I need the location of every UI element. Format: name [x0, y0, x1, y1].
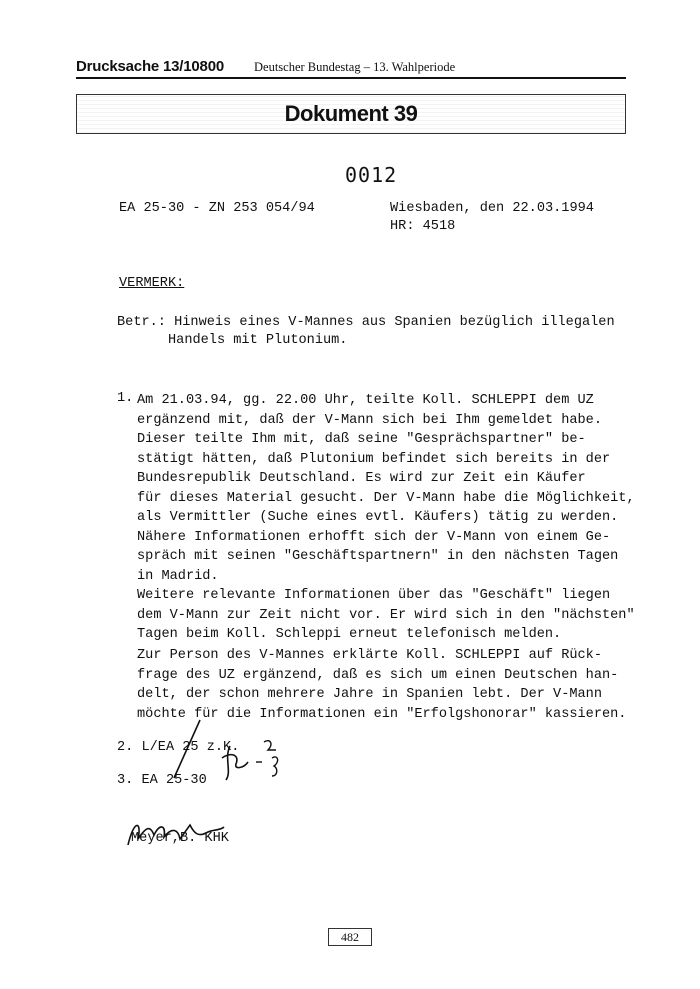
- document-title-box: [76, 94, 626, 134]
- item-1-line: Nähere Informationen erhofft sich der V-Mann von einem Ge-: [137, 529, 611, 545]
- item-1-line: delt, der schon mehrere Jahre in Spanien lebt. Der V-Mann: [137, 687, 602, 702]
- item-1-body: [137, 391, 635, 645]
- bundestag-period: Deutscher Bundestag – 13. Wahlperiode: [254, 60, 456, 74]
- item-1-line: in Madrid.: [137, 568, 219, 584]
- item-1-line: ergänzend mit, daß der V-Mann sich bei Ihm gemeldet habe.: [137, 412, 602, 428]
- item-1-paragraph-2: [137, 646, 626, 724]
- item-3-distribution: 3. EA 25-30: [117, 773, 207, 788]
- item-1-line: Dieser teilte Ihm mit, daß seine "Gesprächspartner" be-: [137, 432, 586, 447]
- document-title: Dokument 39: [284, 101, 418, 126]
- item-1-line: stätigt hätten, daß Plutonium befindet sich bereits in der: [137, 451, 611, 467]
- hr-number: HR: 4518: [390, 219, 456, 234]
- item-1-line: für dieses Material gesucht. Der V-Mann habe die Möglichkeit,: [137, 490, 635, 506]
- vermerk-heading: VERMERK:: [119, 276, 185, 291]
- reference-number: EA 25-30 - ZN 253 054/94: [119, 201, 315, 216]
- subject-line-2: Handels mit Plutonium.: [168, 333, 348, 348]
- subject-line-1: Betr.: Hinweis eines V-Mannes aus Spanien bezüglich illegalen: [117, 315, 615, 330]
- signer-name: Meyer,B. KHK: [131, 831, 229, 846]
- item-1-line: als Vermittler (Suche eines evtl. Käufers) tätig zu werden.: [137, 510, 619, 525]
- item-1-number: 1.: [117, 391, 134, 406]
- page-number: 482: [328, 928, 372, 946]
- drucksache-number: Drucksache 13/10800: [76, 58, 224, 75]
- item-1-line: Weitere relevante Informationen über das "Geschäft" liegen: [137, 588, 611, 603]
- item-1-line: Tagen beim Koll. Schleppi erneut telefonisch melden.: [137, 627, 562, 642]
- place-date: Wiesbaden, den 22.03.1994: [390, 201, 594, 216]
- item-1-line: frage des UZ ergänzend, daß es sich um einen Deutschen han-: [137, 667, 619, 683]
- item-1-line: möchte für die Informationen ein "Erfolgshonorar" kassieren.: [137, 706, 627, 722]
- item-1-line: dem V-Mann zur Zeit nicht vor. Er wird sich in den "nächsten": [137, 607, 635, 623]
- item-1-line: Zur Person des V-Mannes erklärte Koll. SCHLEPPI auf Rück-: [137, 648, 602, 663]
- stamp-number: 0012: [345, 163, 398, 187]
- item-1-line: spräch mit seinen "Geschäftspartnern" in den nächsten Tagen: [137, 549, 619, 564]
- item-2-distribution: 2. L/EA 25 z.K.: [117, 740, 240, 755]
- header-rule: [76, 77, 626, 79]
- item-1-line: Am 21.03.94, gg. 22.00 Uhr, teilte Koll. SCHLEPPI dem UZ: [137, 393, 594, 408]
- item-1-line: Bundesrepublik Deutschland. Es wird zur Zeit ein Käufer: [137, 471, 586, 486]
